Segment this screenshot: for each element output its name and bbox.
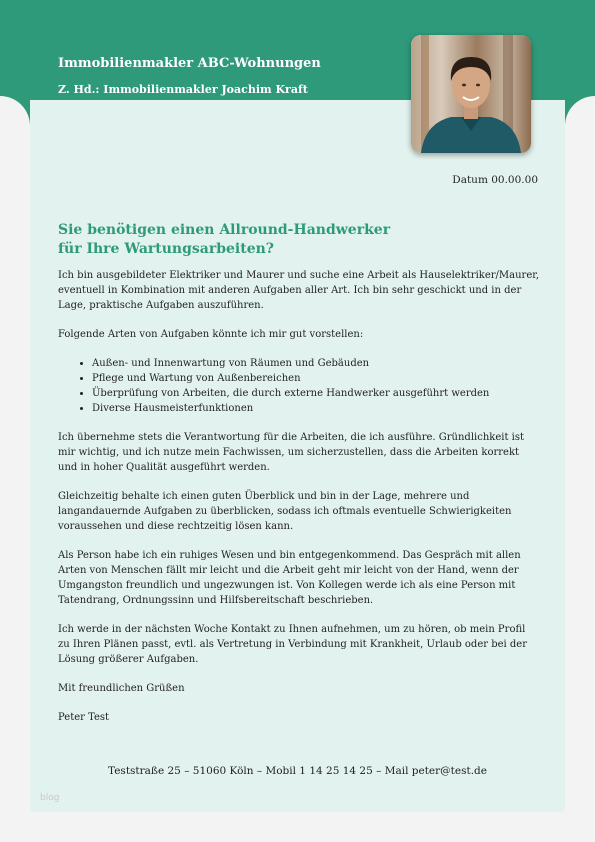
paragraph-tasks-intro: Folgende Arten von Aufgaben könnte ich mir gut vorstellen:	[58, 329, 364, 340]
recipient-block	[58, 56, 321, 96]
letter-date: Datum 00.00.00	[452, 174, 538, 186]
task-list	[58, 356, 540, 416]
list-item: • Überprüfung von Arbeiten, die durch externe Handwerker ausgeführt werden	[92, 386, 540, 401]
list-item: • Außen- und Innenwartung von Räumen und Gebäuden	[92, 356, 540, 371]
list-item: • Pflege und Wartung von Außenbereichen	[92, 371, 540, 386]
paragraph-intro: Ich bin ausgebildeter Elektriker und Maurer und suche eine Arbeit als Hauselektriker/Maurer, eventuell in Kombination mit anderen Aufgaben aller Art. Ich bin sehr geschickt und in der Lage, praktische Aufgaben auszuführen.	[58, 270, 540, 311]
headline-line-1: Sie benötigen einen Allround-Handwerker	[58, 222, 391, 238]
portrait-image	[411, 35, 531, 153]
paragraph-contact: Ich werde in der nächsten Woche Kontakt zu Ihnen aufnehmen, um zu hören, ob mein Profil zu Ihren Plänen passt, evtl. als Vertretung in Verbindung mit Krankheit, Urlaub oder bei der Lösung größerer Aufgaben.	[58, 624, 528, 665]
recipient-attention: Z. Hd.: Immobilienmakler Joachim Kraft	[58, 83, 308, 96]
signature-name: Peter Test	[58, 712, 110, 723]
watermark: blog	[40, 793, 60, 803]
applicant-photo	[411, 35, 531, 153]
list-item: • Diverse Hausmeisterfunktionen	[92, 401, 540, 416]
paragraph-personality: Als Person habe ich ein ruhiges Wesen und bin entgegenkommend. Das Gespräch mit allen Arten von Menschen fällt mir leicht und die Arbeit geht mir leicht von der Hand, wenn der Umgangston freundlich und ungezwungen ist. Von Kollegen werde ich als eine Person mit Tatendrang, Ordnungssinn und Hilfsbereitschaft beschrieben.	[58, 550, 521, 606]
letter-body	[58, 268, 540, 739]
paragraph-responsibility: Ich übernehme stets die Verantwortung für die Arbeiten, die ich ausführe. Gründlichkeit ist mir wichtig, und ich nutze mein Fachwissen, um sicherzustellen, dass die Arbeiten korrekt und in hoher Qualität ausgeführt werden.	[58, 432, 524, 473]
recipient-company: Immobilienmakler ABC-Wohnungen	[58, 56, 321, 71]
paragraph-overview: Gleichzeitig behalte ich einen guten Überblick und bin in der Lage, mehrere und langandauernde Aufgaben zu überblicken, sodass ich oftmals eventuelle Schwierigkeiten voraussehen und diese rechtzeitig lösen kann.	[58, 491, 512, 532]
closing-greeting: Mit freundlichen Grüßen	[58, 683, 185, 694]
letter-headline	[58, 221, 528, 259]
headline-line-2: für Ihre Wartungsarbeiten?	[58, 241, 275, 257]
contact-footer: Teststraße 25 – 51060 Köln – Mobil 1 14 25 14 25 – Mail peter@test.de	[108, 765, 487, 777]
